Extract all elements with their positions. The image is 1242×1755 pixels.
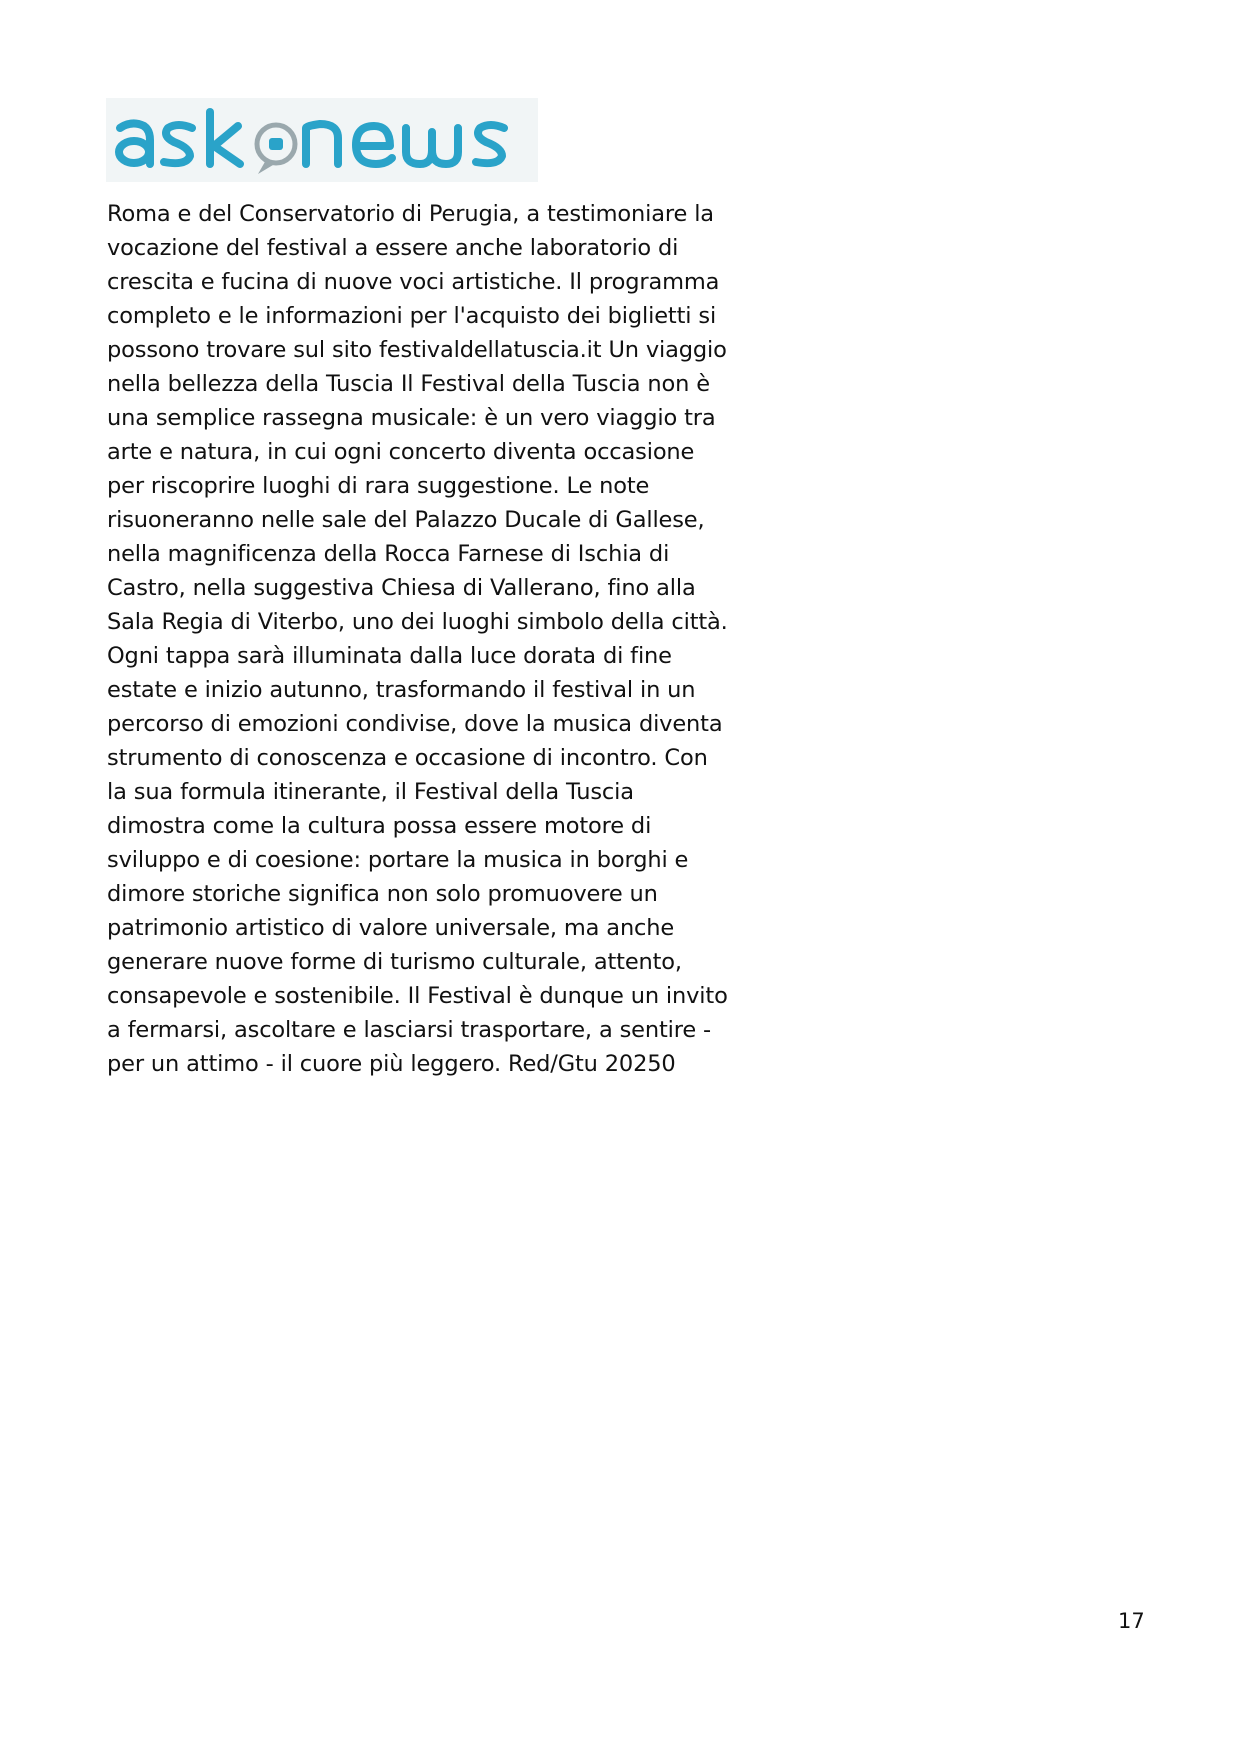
askanews-logo	[106, 98, 538, 182]
article-line: strumento di conoscenza e occasione di incontro. Con	[107, 745, 708, 771]
article-line: patrimonio artistico di valore universale, ma anche	[107, 915, 675, 941]
article-line: sviluppo e di coesione: portare la musica in borghi e	[107, 847, 689, 873]
article-line: per riscoprire luoghi di rara suggestione. Le note	[107, 473, 650, 499]
article-line: percorso di emozioni condivise, dove la musica diventa	[107, 711, 723, 737]
article-line: dimore storiche significa non solo promuovere un	[107, 881, 658, 907]
article-line: Castro, nella suggestiva Chiesa di Vallerano, fino alla	[107, 575, 696, 601]
article-line: a fermarsi, ascoltare e lasciarsi trasportare, a sentire -	[107, 1017, 711, 1043]
article-line: vocazione del festival a essere anche laboratorio di	[107, 235, 679, 261]
article-line: nella bellezza della Tuscia Il Festival della Tuscia non è	[107, 371, 710, 397]
article-line: consapevole e sostenibile. Il Festival è dunque un invito	[107, 983, 728, 1009]
article-line: Ogni tappa sarà illuminata dalla luce dorata di fine	[107, 643, 672, 669]
article-line: generare nuove forme di turismo culturale, attento,	[107, 949, 682, 975]
article-line: arte e natura, in cui ogni concerto diventa occasione	[107, 439, 695, 465]
article-line: risuoneranno nelle sale del Palazzo Ducale di Gallese,	[107, 507, 705, 533]
article-line: completo e le informazioni per l'acquisto dei biglietti si	[107, 303, 717, 329]
article-line: estate e inizio autunno, trasformando il festival in un	[107, 677, 696, 703]
article-line: crescita e fucina di nuove voci artistiche. Il programma	[107, 269, 720, 295]
article-line: nella magnificenza della Rocca Farnese di Ischia di	[107, 541, 670, 567]
article-line: possono trovare sul sito festivaldellatuscia.it Un viaggio	[107, 337, 727, 363]
article-line: una semplice rassegna musicale: è un vero viaggio tra	[107, 405, 716, 431]
article-body	[107, 197, 747, 1081]
article-line: per un attimo - il cuore più leggero. Red/Gtu 20250	[107, 1051, 676, 1077]
article-line: dimostra come la cultura possa essere motore di	[107, 813, 652, 839]
article-line: Sala Regia di Viterbo, uno dei luoghi simbolo della città.	[107, 609, 728, 635]
article-line: Roma e del Conservatorio di Perugia, a testimoniare la	[107, 201, 714, 227]
page-number: 17	[1118, 1609, 1145, 1633]
article-line: la sua formula itinerante, il Festival della Tuscia	[107, 779, 634, 805]
